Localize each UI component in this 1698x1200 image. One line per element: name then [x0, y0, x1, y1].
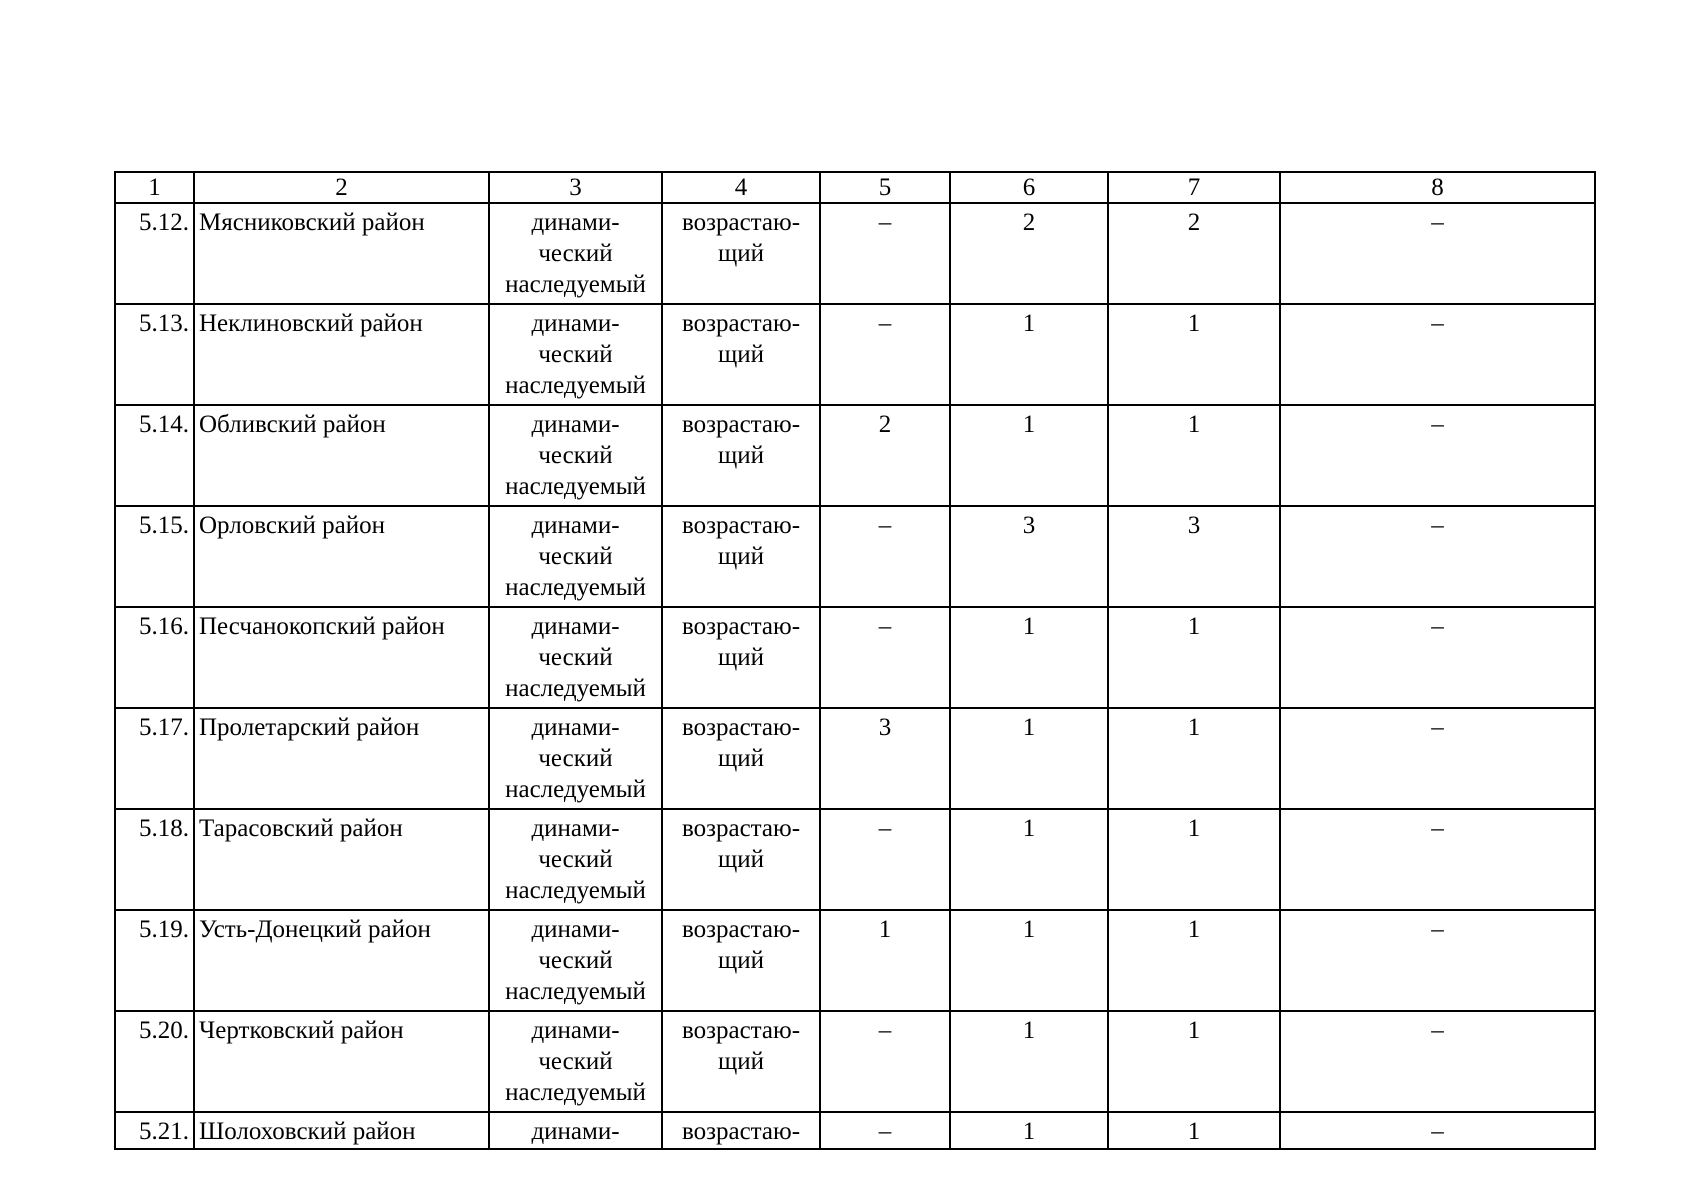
row-number: 5.14.: [115, 405, 194, 506]
type-cell: [489, 506, 662, 607]
table-row: [115, 1011, 1595, 1112]
row-number: 5.18.: [115, 809, 194, 910]
table-row: [115, 809, 1595, 910]
trend-cell: [662, 203, 820, 304]
trend-line: возрастаю-: [681, 209, 801, 236]
col8-value: –: [1280, 809, 1595, 910]
type-cell: [489, 708, 662, 809]
trend-cell: [662, 405, 820, 506]
trend-cell: [662, 708, 820, 809]
col8-value: –: [1280, 1011, 1595, 1112]
table-row: [115, 304, 1595, 405]
type-line: динами-: [531, 310, 620, 337]
row-number: 5.13.: [115, 304, 194, 405]
type-cell: [489, 607, 662, 708]
district-name: Тарасовский район: [194, 809, 489, 910]
col6-value: 1: [950, 1112, 1108, 1149]
type-line: наследуемый: [505, 978, 646, 1005]
type-line: наследуемый: [505, 877, 646, 904]
col6-value: 1: [950, 1011, 1108, 1112]
col8-value: –: [1280, 708, 1595, 809]
col5-value: –: [820, 1112, 950, 1149]
header-cell-6: 6: [950, 172, 1108, 203]
type-line: ческий: [538, 442, 613, 469]
col5-value: –: [820, 304, 950, 405]
trend-line: возрастаю-: [681, 714, 801, 741]
type-cell: [489, 809, 662, 910]
trend-line: возрастаю-: [681, 613, 801, 640]
type-line: наследуемый: [505, 372, 646, 399]
trend-line: щий: [717, 644, 764, 671]
col8-value: –: [1280, 910, 1595, 1011]
col8-value: –: [1280, 607, 1595, 708]
trend-cell: [662, 304, 820, 405]
col5-value: 2: [820, 405, 950, 506]
type-line: ческий: [538, 846, 613, 873]
type-line: динами-: [531, 1017, 620, 1044]
header-row: [115, 172, 1595, 203]
trend-line: возрастаю-: [681, 310, 801, 337]
col5-value: –: [820, 1011, 950, 1112]
type-line: наследуемый: [505, 271, 646, 298]
header-cell-8: 8: [1280, 172, 1595, 203]
header-cell-2: 2: [194, 172, 489, 203]
table-row: [115, 405, 1595, 506]
trend-line: щий: [717, 846, 764, 873]
table-row: [115, 910, 1595, 1011]
trend-line: возрастаю-: [681, 512, 801, 539]
table-row: [115, 506, 1595, 607]
trend-line: возрастаю-: [681, 1017, 801, 1044]
col5-value: –: [820, 607, 950, 708]
col7-value: 3: [1108, 506, 1280, 607]
col7-value: 1: [1108, 1112, 1280, 1149]
col7-value: 1: [1108, 910, 1280, 1011]
col6-value: 1: [950, 809, 1108, 910]
col8-value: –: [1280, 506, 1595, 607]
type-line: ческий: [538, 947, 613, 974]
district-name: Усть-Донецкий район: [194, 910, 489, 1011]
col5-value: –: [820, 203, 950, 304]
col8-value: –: [1280, 1112, 1595, 1149]
district-name: Мясниковский район: [194, 203, 489, 304]
district-name: Чертковский район: [194, 1011, 489, 1112]
trend-line: возрастаю-: [681, 1118, 801, 1145]
type-line: наследуемый: [505, 675, 646, 702]
district-name: Обливский район: [194, 405, 489, 506]
row-number: 5.12.: [115, 203, 194, 304]
trend-cell: [662, 607, 820, 708]
type-line: динами-: [531, 512, 620, 539]
type-cell: [489, 910, 662, 1011]
row-number: 5.19.: [115, 910, 194, 1011]
trend-line: щий: [717, 543, 764, 570]
type-line: динами-: [531, 714, 620, 741]
trend-cell: [662, 809, 820, 910]
type-cell: [489, 405, 662, 506]
col6-value: 1: [950, 304, 1108, 405]
district-name: Неклиновский район: [194, 304, 489, 405]
header-cell-1: 1: [115, 172, 194, 203]
district-name: Песчанокопский район: [194, 607, 489, 708]
type-line: динами-: [531, 613, 620, 640]
type-line: ческий: [538, 644, 613, 671]
col6-value: 1: [950, 708, 1108, 809]
col6-value: 2: [950, 203, 1108, 304]
col7-value: 1: [1108, 708, 1280, 809]
district-name: Орловский район: [194, 506, 489, 607]
trend-line: возрастаю-: [681, 411, 801, 438]
header-cell-5: 5: [820, 172, 950, 203]
col7-value: 1: [1108, 809, 1280, 910]
trend-cell: [662, 1011, 820, 1112]
row-number: 5.21.: [115, 1112, 194, 1149]
type-line: динами-: [531, 411, 620, 438]
type-line: наследуемый: [505, 1079, 646, 1106]
table-row: [115, 607, 1595, 708]
trend-line: возрастаю-: [681, 916, 801, 943]
table-row: [115, 203, 1595, 304]
table-row: [115, 1112, 1595, 1149]
col5-value: 3: [820, 708, 950, 809]
col7-value: 1: [1108, 304, 1280, 405]
type-line: наследуемый: [505, 473, 646, 500]
header-cell-3: 3: [489, 172, 662, 203]
table-row: [115, 708, 1595, 809]
col6-value: 1: [950, 607, 1108, 708]
col7-value: 2: [1108, 203, 1280, 304]
col6-value: 3: [950, 506, 1108, 607]
trend-line: щий: [717, 341, 764, 368]
type-line: ческий: [538, 341, 613, 368]
district-name: Пролетарский район: [194, 708, 489, 809]
type-line: ческий: [538, 1048, 613, 1075]
type-line: динами-: [531, 815, 620, 842]
col8-value: –: [1280, 405, 1595, 506]
trend-cell: [662, 910, 820, 1011]
col8-value: –: [1280, 203, 1595, 304]
col5-value: –: [820, 506, 950, 607]
district-name: Шолоховский район: [194, 1112, 489, 1149]
col6-value: 1: [950, 405, 1108, 506]
trend-line: возрастаю-: [681, 815, 801, 842]
type-cell: [489, 1112, 662, 1149]
trend-line: щий: [717, 947, 764, 974]
type-cell: [489, 203, 662, 304]
trend-line: щий: [717, 745, 764, 772]
col5-value: –: [820, 809, 950, 910]
col7-value: 1: [1108, 405, 1280, 506]
type-line: динами-: [531, 209, 620, 236]
header-cell-4: 4: [662, 172, 820, 203]
type-line: наследуемый: [505, 776, 646, 803]
type-line: динами-: [531, 1118, 620, 1145]
type-line: ческий: [538, 240, 613, 267]
trend-line: щий: [717, 1048, 764, 1075]
col7-value: 1: [1108, 607, 1280, 708]
col7-value: 1: [1108, 1011, 1280, 1112]
type-line: наследуемый: [505, 574, 646, 601]
type-line: динами-: [531, 916, 620, 943]
col5-value: 1: [820, 910, 950, 1011]
type-cell: [489, 1011, 662, 1112]
col6-value: 1: [950, 910, 1108, 1011]
header-cell-7: 7: [1108, 172, 1280, 203]
trend-cell: [662, 506, 820, 607]
type-cell: [489, 304, 662, 405]
row-number: 5.16.: [115, 607, 194, 708]
trend-line: щий: [717, 442, 764, 469]
trend-cell: [662, 1112, 820, 1149]
row-number: 5.20.: [115, 1011, 194, 1112]
type-line: ческий: [538, 543, 613, 570]
trend-line: щий: [717, 240, 764, 267]
district-table: [114, 171, 1596, 1150]
row-number: 5.17.: [115, 708, 194, 809]
col8-value: –: [1280, 304, 1595, 405]
row-number: 5.15.: [115, 506, 194, 607]
type-line: ческий: [538, 745, 613, 772]
